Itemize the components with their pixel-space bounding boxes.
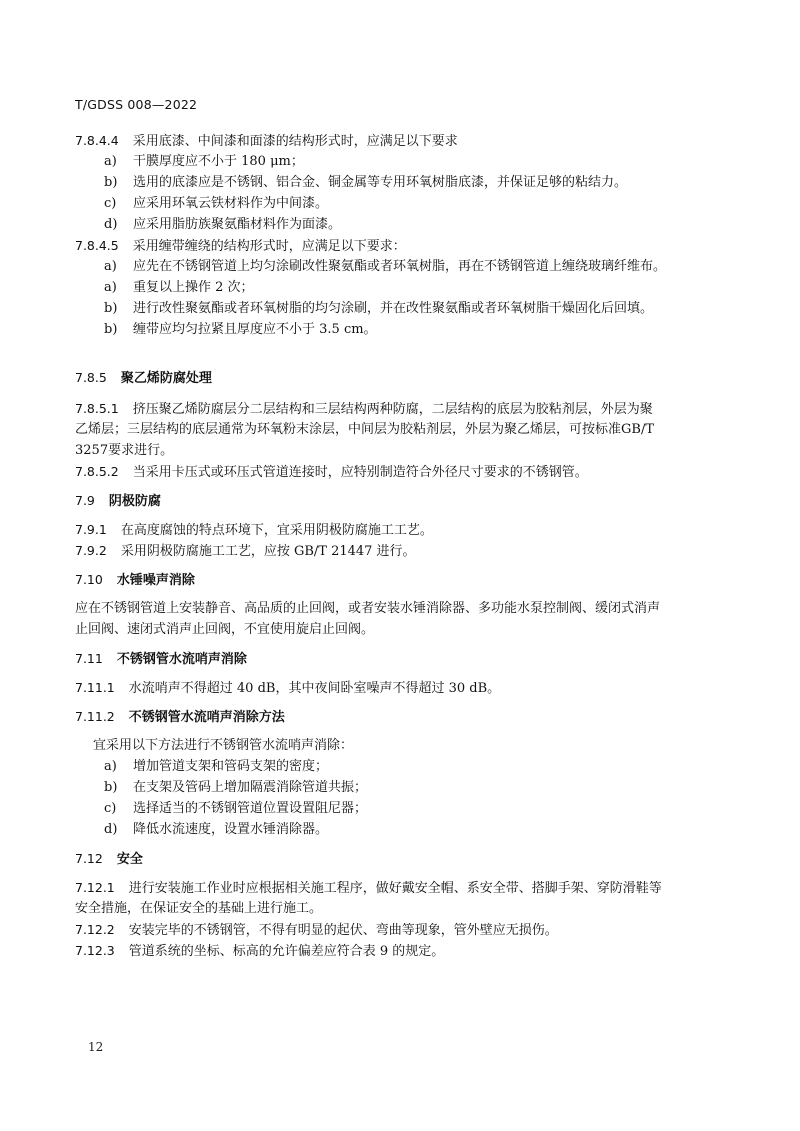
intro-text: 宜采用以下方法进行不锈钢管水流哨声消除：	[93, 738, 354, 753]
section-title: 阴极防腐	[108, 494, 161, 509]
section-title: 不锈钢管水流哨声消除	[116, 652, 247, 667]
list-item: b) 在支架及管码上增加隔震消除管道共振；	[104, 780, 368, 795]
clause-7-12-1	[75, 877, 720, 919]
clause-text-line: 进行安装施工作业时应根据相关施工程序，做好戴安全帽、系安全带、搭脚手架、穿防滑鞋等	[128, 881, 662, 896]
section-number: 7.12	[75, 851, 103, 866]
section-title: 水锤噪声消除	[116, 573, 195, 588]
clause-7-9-2	[75, 540, 720, 561]
paragraph-line: 止回阀、速闭式消声止回阀，不宜使用旋启止回阀。	[75, 622, 375, 637]
clause-text: 水流哨声不得超过 40 dB，其中夜间卧室噪声不得超过 30 dB。	[128, 681, 501, 696]
clause-number: 7.12.1	[75, 880, 115, 895]
paragraph-line: 应在不锈钢管道上安装静音、高品质的止回阀，或者安装水锤消除器、多功能水泵控制阀、缓闭式消声	[75, 601, 661, 616]
clause-7-8-4-4	[75, 130, 720, 151]
list-item: a) 干膜厚度应不小于 180 μm；	[104, 154, 304, 169]
clause-text-line: 挤压聚乙烯防腐层分二层结构和三层结构两种防腐，二层结构的底层为胶粘剂层，外层为聚	[132, 402, 653, 417]
clause-7-12-2	[75, 919, 720, 940]
clause-text: 管道系统的坐标、标高的允许偏差应符合表 9 的规定。	[128, 944, 445, 959]
section-heading-7-11-2	[75, 706, 720, 727]
clause-number: 7.8.4.4	[75, 133, 119, 148]
paragraph-7-10	[75, 598, 720, 640]
list-item: a) 应先在不锈钢管道上均匀涂刷改性聚氨酯或者环氧树脂，再在不锈钢管道上缠绕玻璃纤维布。	[104, 259, 667, 274]
clause-7-8-4-5	[75, 235, 720, 256]
clause-7-8-5-2	[75, 461, 720, 482]
clause-number: 7.12.2	[75, 922, 115, 937]
clause-text-line: 3257要求进行。	[75, 443, 174, 458]
section-number: 7.11.2	[75, 709, 115, 724]
clause-7-9-1	[75, 519, 720, 540]
list-item: c) 选择适当的不锈钢管道位置设置阻尼器；	[104, 801, 368, 816]
clause-text: 采用缠带缠绕的结构形式时，应满足以下要求：	[132, 239, 406, 254]
clause-text: 安装完毕的不锈钢管，不得有明显的起伏、弯曲等现象，管外壁应无损伤。	[128, 923, 558, 938]
list-item: b) 进行改性聚氨酯或者环氧树脂的均匀涂刷，并在改性聚氨酯或者环氧树脂干燥固化后回填。	[104, 301, 654, 316]
section-heading-7-10	[75, 569, 720, 590]
list-item: b) 选用的底漆应是不锈钢、铝合金、铜金属等专用环氧树脂底漆，并保证足够的粘结力。	[104, 175, 628, 190]
clause-number: 7.12.3	[75, 943, 115, 958]
section-number: 7.9	[75, 493, 95, 508]
list-item: c) 应采用环氧云铁材料作为中间漆。	[104, 196, 329, 211]
clause-text: 在高度腐蚀的特点环境下，宜采用阴极防腐施工工艺。	[120, 523, 433, 538]
clause-7-11-1	[75, 677, 720, 698]
section-heading-7-9	[75, 490, 720, 511]
section-number: 7.8.5	[75, 370, 107, 385]
section-heading-7-8-5	[75, 367, 720, 388]
clause-text: 当采用卡压式或环压式管道连接时，应特别制造符合外径尺寸要求的不锈钢管。	[132, 465, 588, 480]
clause-number: 7.8.5.1	[75, 401, 119, 416]
clause-number: 7.11.1	[75, 680, 115, 695]
list-item: d) 降低水流速度，设置水锤消除器。	[104, 822, 329, 837]
clause-number: 7.9.2	[75, 543, 107, 558]
list-item: d) 应采用脂肪族聚氨酯材料作为面漆。	[104, 217, 342, 232]
section-number: 7.11	[75, 651, 103, 666]
clause-text: 采用阴极防腐施工工艺，应按 GB/T 21447 进行。	[120, 544, 416, 559]
clause-text-line: 安全措施，在保证安全的基础上进行施工。	[75, 901, 323, 916]
list-item: a) 增加管道支架和管码支架的密度；	[104, 759, 329, 774]
list-item: b) 缠带应均匀拉紧且厚度应不小于 3.5 cm。	[104, 322, 377, 337]
clause-number: 7.8.5.2	[75, 464, 119, 479]
page-content	[75, 130, 720, 961]
list-item: a) 重复以上操作 2 次；	[104, 280, 254, 295]
section-heading-7-12	[75, 848, 720, 869]
clause-7-12-3	[75, 940, 720, 961]
document-code: T/GDSS 008—2022	[75, 97, 198, 112]
clause-text: 采用底漆、中间漆和面漆的结构形式时，应满足以下要求	[132, 134, 458, 149]
section-title: 聚乙烯防腐处理	[120, 371, 212, 386]
section-number: 7.10	[75, 572, 103, 587]
clause-number: 7.8.4.5	[75, 238, 119, 253]
section-heading-7-11	[75, 648, 720, 669]
page-number: 12	[88, 1040, 104, 1054]
section-title: 安全	[116, 852, 143, 867]
clause-7-8-5-1	[75, 398, 720, 461]
clause-number: 7.9.1	[75, 522, 107, 537]
clause-text-line: 乙烯层；三层结构的底层通常为环氧粉末涂层，中间层为胶粘剂层，外层为聚乙烯层，可按标准GB/T	[75, 422, 654, 437]
section-title: 不锈钢管水流哨声消除方法	[128, 710, 285, 725]
